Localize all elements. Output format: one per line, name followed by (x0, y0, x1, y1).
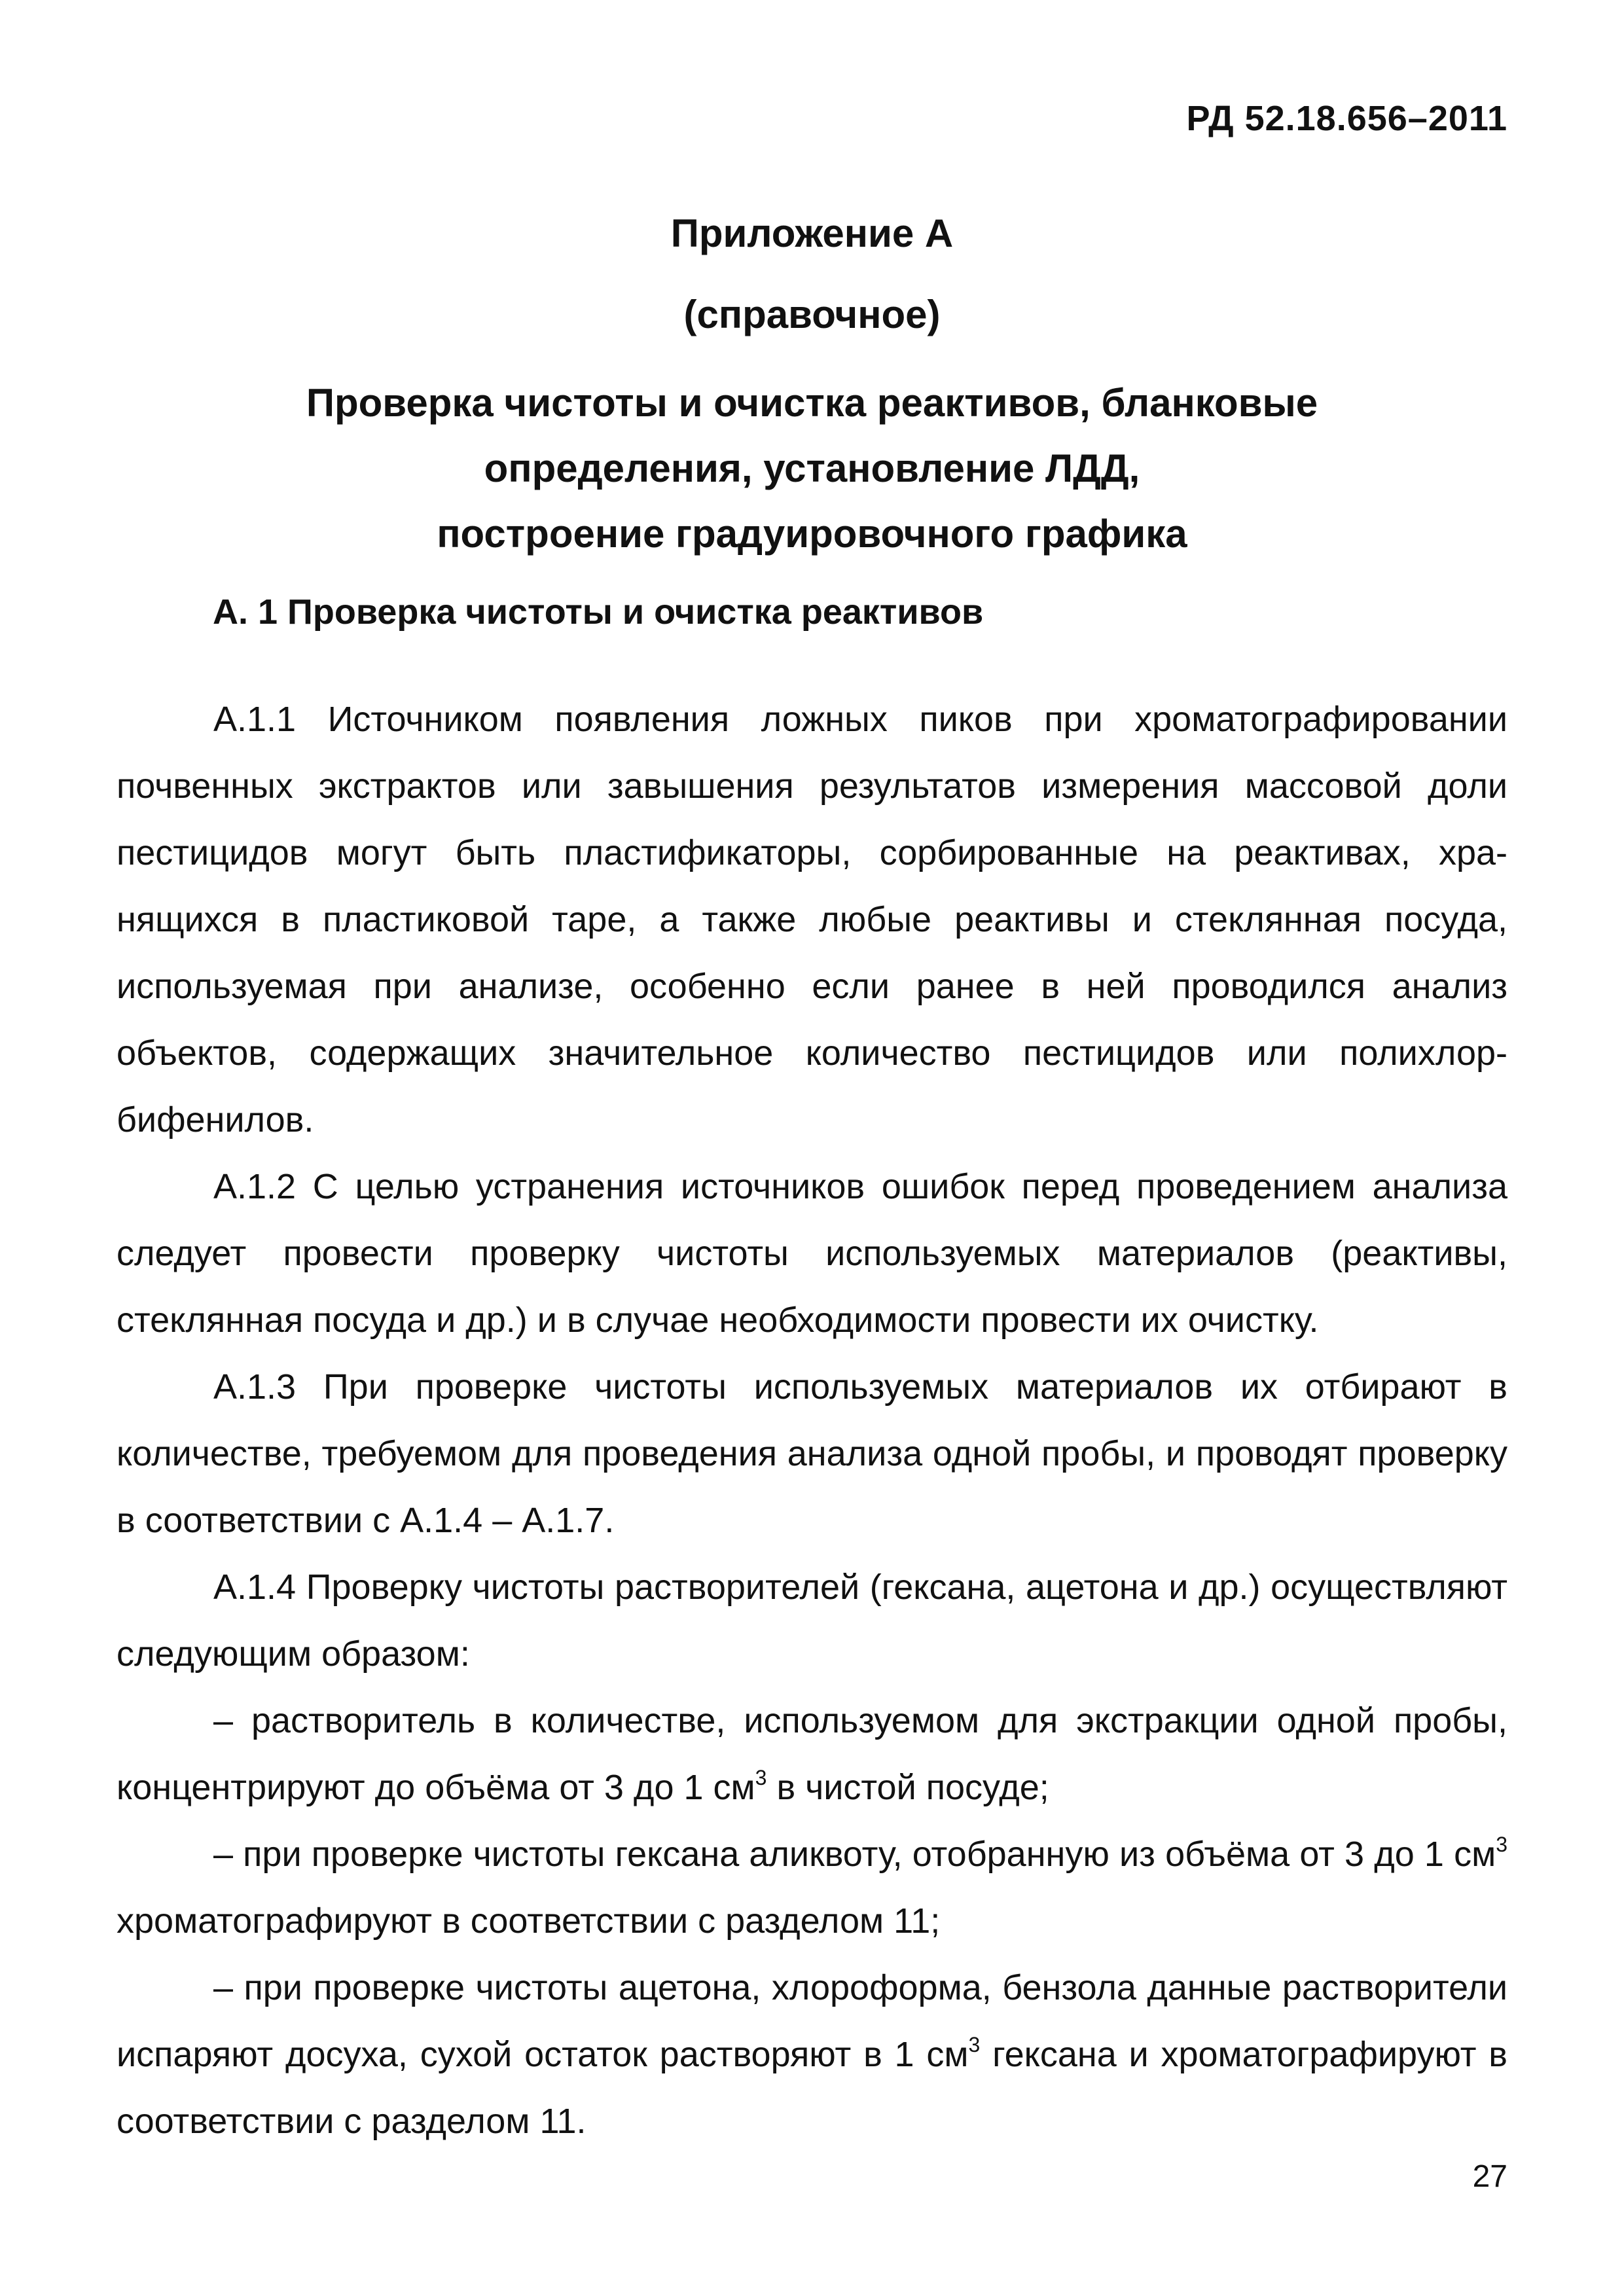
superscript: 3 (755, 1766, 767, 1789)
paragraph-a114: А.1.4 Проверку чистоты растворителей (гексана, ацетона и др.) осуществляют следующим образом: (117, 1568, 1507, 1674)
list-item-text: – при проверке чистоты гексана аликвоту, отобранную из объёма от 3 до 1 см (213, 1835, 1496, 1874)
document-code: РД 52.18.656–2011 (1186, 99, 1507, 138)
superscript: 3 (1496, 1833, 1507, 1856)
annex-heading-line-3: построение градуировочного графика (437, 512, 1187, 556)
annex-heading (117, 370, 1507, 567)
superscript: 3 (968, 2033, 981, 2056)
list-item-acetone (117, 1954, 1507, 2155)
annex-type: (справочное) (683, 293, 941, 336)
section-heading: А. 1 Проверка чистоты и очистка реактивов (213, 592, 984, 632)
paragraph-a112: А.1.2 С целью устранения источников ошибок перед проведением анализа следует провести проверку чистоты используемых материалов (реактивы, стеклянная посуда и др.) и в случае необходимости провести их очистку. (117, 1167, 1507, 1340)
annex-heading-line-2: определения, установление ЛДД, (484, 446, 1140, 490)
annex-title: Приложение А (670, 211, 954, 255)
list-item-text: в чистой посуде; (767, 1768, 1049, 1807)
list-item-text: – при проверке чистоты ацетона, хлороформа, бензола данные растворители испаряют досуха, сухой остаток растворяют в 1 см (117, 1968, 1507, 2074)
list-item-text: – растворитель в количестве, используемом для экстракции одной пробы, концентрируют до объёма от 3 до 1 см (117, 1701, 1507, 1807)
list-item-text: хроматографируют в соответствии с разделом 11; (117, 1901, 941, 1941)
paragraph-a111: А.1.1 Источником появления ложных пиков при хроматографировании почвенных экстрактов или завышения результатов измерения массовой доли пестицидов могут быть пластификаторы, сорбированные на реактивах, хранящихся в пластиковой таре, а также любые реактивы и стеклянная посуда, используемая при анализе, особенно если ранее в ней проводился анализ объектов, содержащих значительное количество пестицидов или полихлорбифенилов. (117, 700, 1507, 1139)
page-number: 27 (1472, 2159, 1507, 2194)
body-text (117, 686, 1507, 2155)
list-item-hexane (117, 1821, 1507, 1954)
list-item-concentrate (117, 1687, 1507, 1821)
list-item-text: гексана и хроматографируют в соответствии с разделом 11. (117, 2035, 1507, 2141)
paragraph-a113: А.1.3 При проверке чистоты используемых материалов их отбирают в количестве, требуемом для проведения анализа одной пробы, и проводят проверку в соответствии с А.1.4 – А.1.7. (117, 1367, 1507, 1540)
annex-heading-line-1: Проверка чистоты и очистка реактивов, бланковые (306, 381, 1318, 425)
